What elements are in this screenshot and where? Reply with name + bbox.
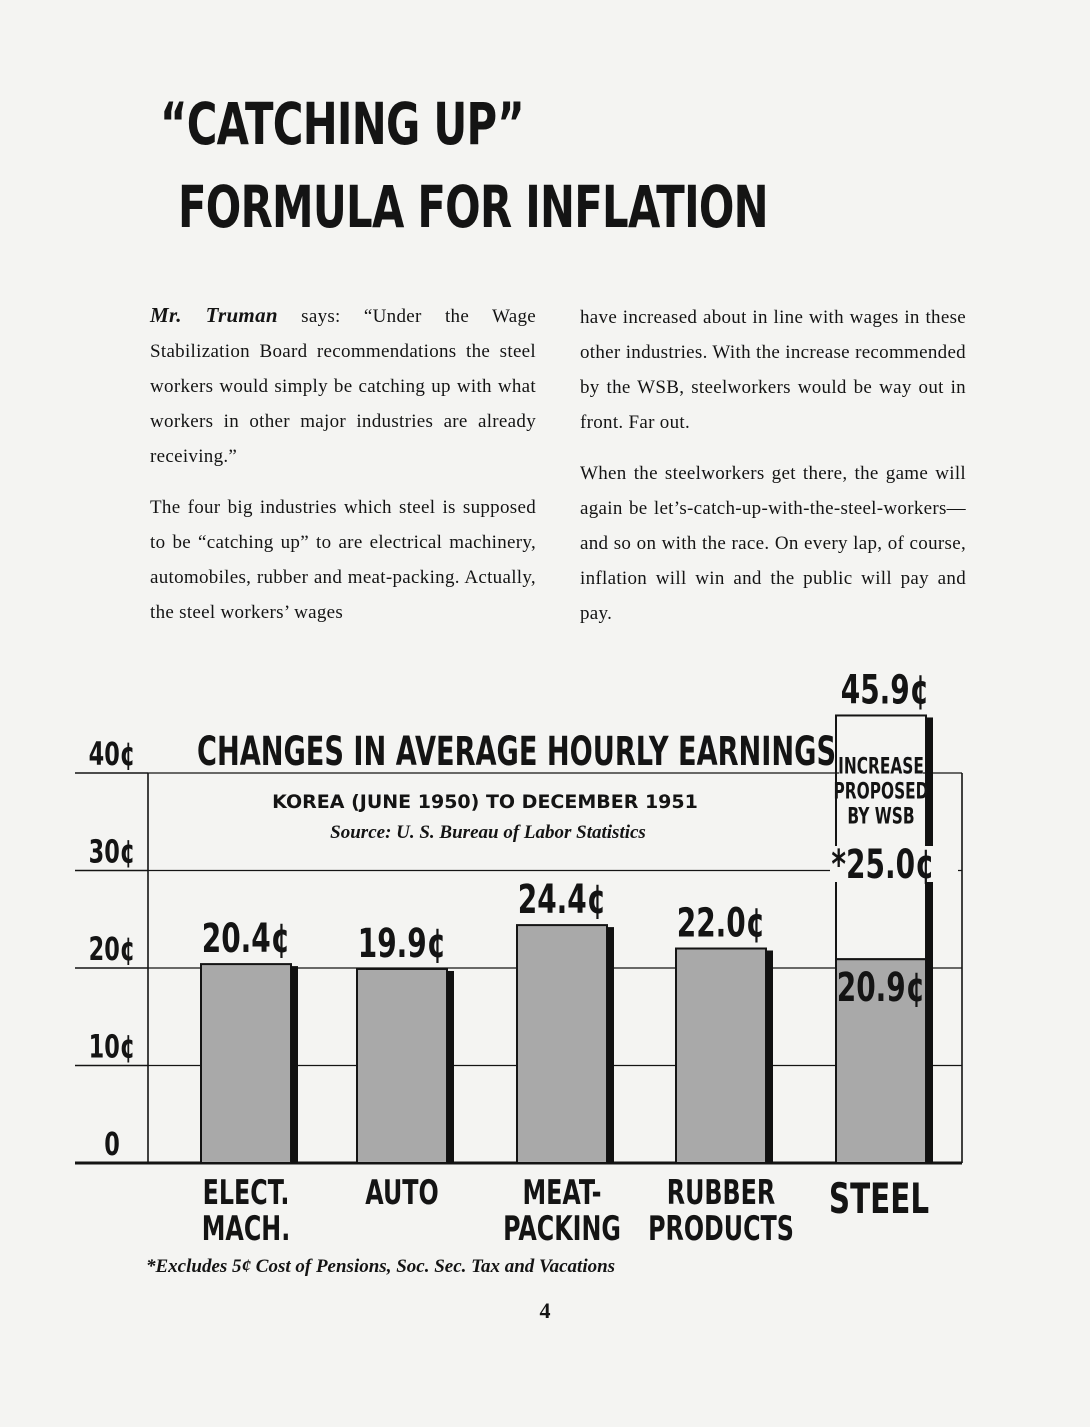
bar-value-label: 24.4¢: [517, 877, 607, 924]
y-tick-label: 30¢: [88, 832, 136, 871]
chart-title: CHANGES IN AVERAGE HOURLY EARNINGS: [197, 728, 837, 776]
steel-column: [830, 668, 958, 1163]
industries-paragraph: The four big industries which steel is supposed to be “catching up” to are electrical machinery, automobiles, rubber and meat-packing. Actually, the steel workers’ wages: [150, 497, 536, 623]
chart-source: Source: U. S. Bureau of Labor Statistics: [330, 822, 646, 843]
increase-paragraph: have increased about in line with wages in these other industries. With the increase recommended by the WSB, steelworkers would be way out in front. Far out.: [580, 307, 966, 433]
steel-actual-value-label: 20.9¢: [836, 965, 926, 1012]
bar: [201, 964, 291, 1163]
bar-shadow: [766, 951, 773, 1164]
x-category-label-steel: STEEL: [828, 1173, 930, 1224]
page-number: 4: [539, 1298, 551, 1323]
bar: [676, 949, 766, 1164]
bar: [517, 925, 607, 1163]
y-tick-label: 0: [104, 1124, 120, 1164]
chart-bars: [201, 877, 773, 1163]
quote-text: says: “Under the Wage Stabilization Board recommendations the steel workers would simply be catching up with what workers in other major industries are already receiving.”: [150, 306, 536, 467]
y-tick-label: 20¢: [88, 929, 136, 969]
x-category-label: AUTO: [365, 1172, 439, 1213]
headline-line-1: “CATCHING UP”: [160, 90, 524, 158]
bar-value-label: 22.0¢: [676, 900, 766, 947]
bar-value-label: 20.4¢: [201, 916, 291, 963]
x-category-label: MACH.: [201, 1208, 291, 1249]
chart-subtitle: KOREA (JUNE 1950) TO DECEMBER 1951: [272, 791, 698, 813]
bar: [357, 969, 447, 1163]
x-category-label: RUBBER: [666, 1172, 776, 1213]
x-category-label: PACKING: [503, 1208, 621, 1249]
bar-shadow: [447, 971, 454, 1163]
proposed-value-label: *25.0¢: [831, 842, 935, 889]
headline-line-2: FORMULA FOR INFLATION: [178, 173, 768, 241]
steel-total-value-label: 45.9¢: [840, 667, 930, 714]
proposed-text-line: PROPOSED: [833, 778, 929, 805]
y-tick-label: 10¢: [88, 1027, 136, 1066]
bar-shadow: [291, 966, 298, 1163]
x-category-label: MEAT-: [522, 1172, 602, 1213]
speaker-name: Mr. Truman: [150, 303, 278, 327]
proposed-text-line: INCREASE: [838, 753, 924, 780]
y-axis-labels: [89, 735, 136, 1163]
bar-shadow: [607, 927, 614, 1163]
x-category-label: PRODUCTS: [648, 1208, 794, 1249]
bar-value-label: 19.9¢: [357, 921, 447, 968]
proposed-text-line: BY WSB: [847, 803, 915, 830]
x-axis-labels: [202, 1173, 929, 1248]
y-tick-label: 40¢: [88, 734, 136, 774]
race-paragraph: When the steelworkers get there, the game will again be let’s-catch-up-with-the-steel-workers—and so on with the race. On every lap, of course, inflation will win and the public will pay and pay.: [580, 463, 966, 624]
x-category-label: ELECT.: [202, 1172, 290, 1213]
footnote: *Excludes 5¢ Cost of Pensions, Soc. Sec. Tax and Vacations: [146, 1256, 616, 1277]
